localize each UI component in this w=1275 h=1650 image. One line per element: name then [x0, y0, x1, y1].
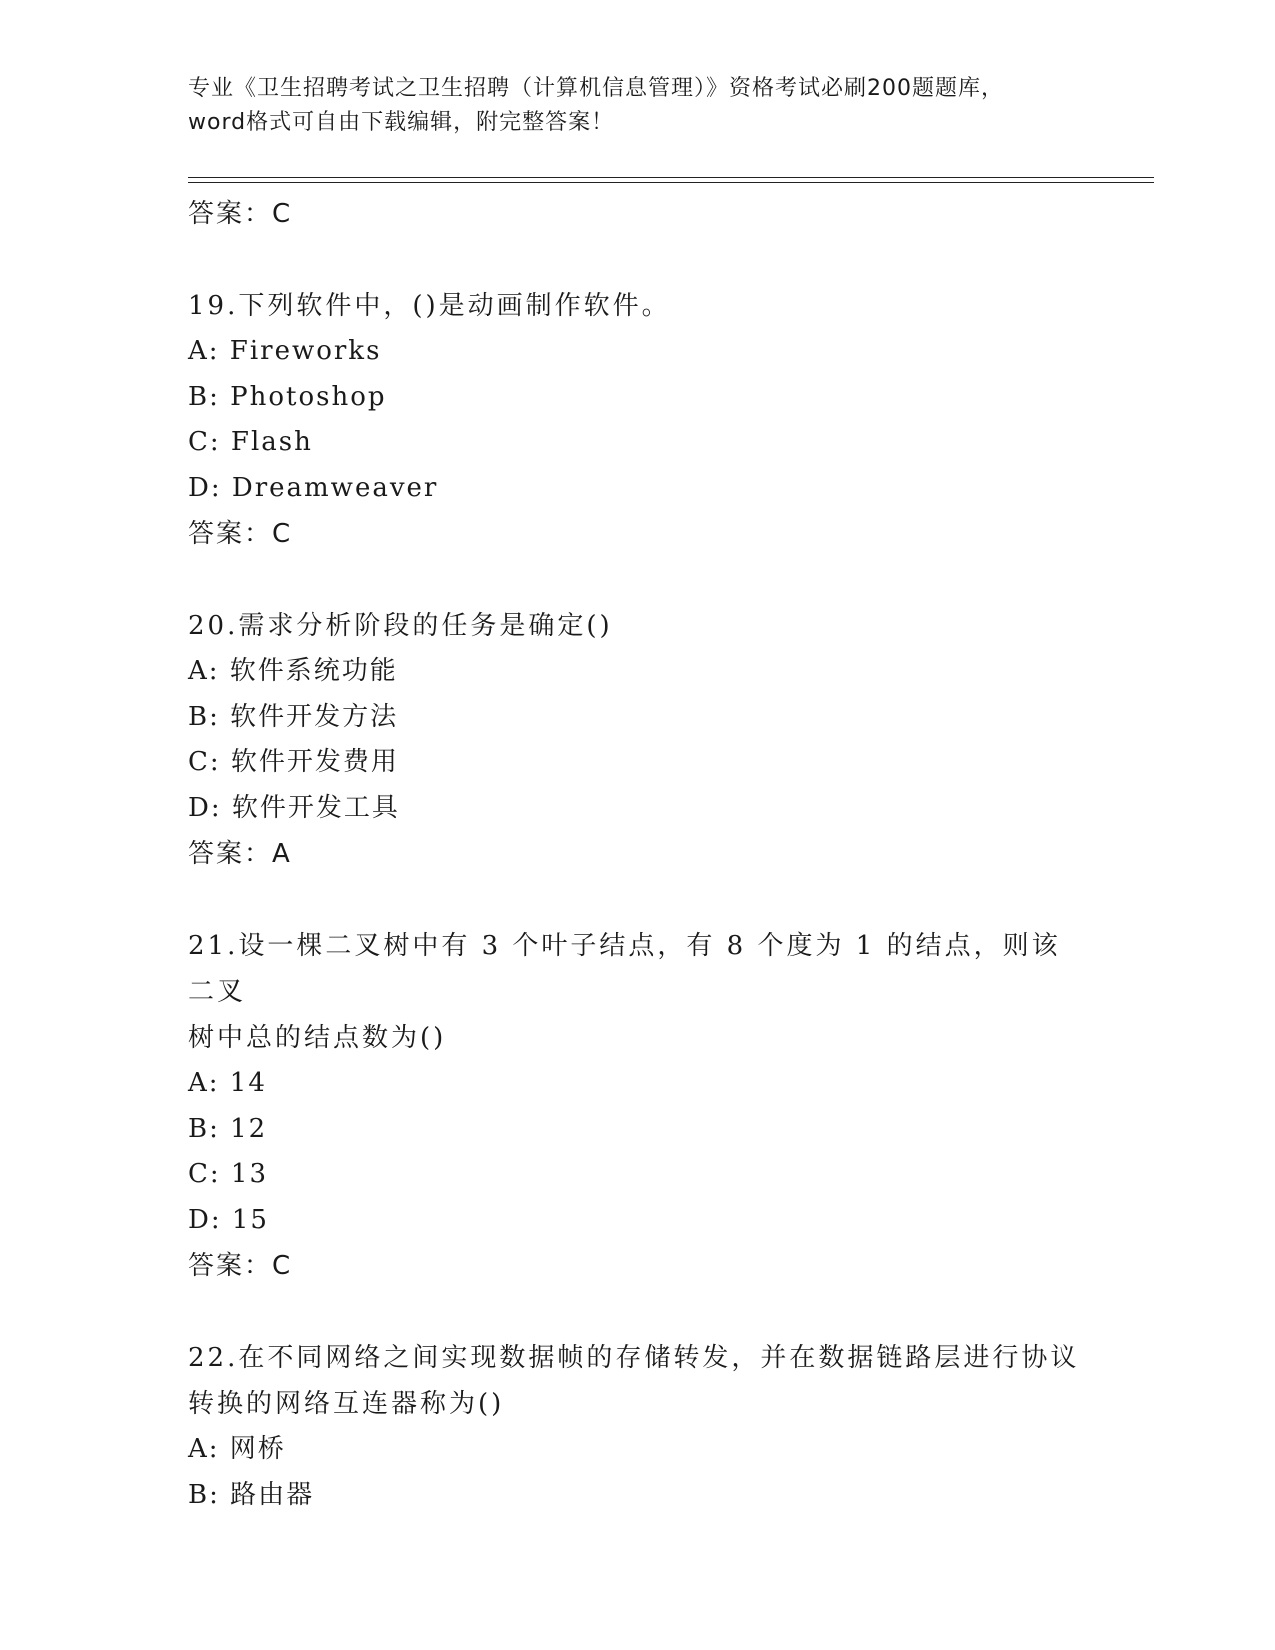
question-text: 20.需求分析阶段的任务是确定(): [188, 611, 613, 641]
option-a: A: Fireworks: [188, 336, 382, 366]
option-c: C: 软件开发费用: [188, 747, 399, 777]
option-d: D: Dreamweaver: [188, 472, 439, 503]
answer-line: 答案：C: [188, 519, 293, 549]
option-d: D: 软件开发工具: [188, 792, 400, 823]
option-b: B: Photoshop: [188, 381, 387, 412]
answer-line: 答案：C: [188, 199, 293, 229]
question-text: 19.下列软件中，()是动画制作软件。: [188, 291, 671, 321]
option-a: A: 14: [188, 1068, 267, 1098]
spacer: [188, 231, 1088, 283]
header-divider-bottom: [188, 182, 1154, 183]
question-21: [188, 923, 1088, 1283]
option-b: B: 路由器: [188, 1479, 315, 1510]
option-a: A: 网桥: [188, 1434, 286, 1464]
question-19: [188, 283, 1088, 551]
question-22: [188, 1335, 1088, 1518]
question-text-line-2: 转换的网络互连器称为(): [188, 1389, 505, 1419]
question-content: [188, 191, 1088, 1518]
answer-line: 答案：C: [188, 1251, 293, 1281]
spacer: [188, 1283, 1088, 1335]
option-a: A: 软件系统功能: [188, 656, 398, 686]
header-divider-top: [188, 177, 1154, 178]
document-header: [188, 72, 1088, 140]
answer-line: 答案：A: [188, 839, 292, 869]
spacer: [188, 551, 1088, 603]
header-line-2: word格式可自由下载编辑，附完整答案！: [188, 110, 615, 135]
option-d: D: 15: [188, 1204, 269, 1235]
option-b: B: 12: [188, 1113, 268, 1144]
option-c: C: Flash: [188, 427, 313, 457]
question-20: [188, 603, 1088, 871]
question-text-line-2: 树中总的结点数为(): [188, 1023, 447, 1053]
spacer: [188, 871, 1088, 923]
option-c: C: 13: [188, 1159, 269, 1189]
question-text-line-1: 22.在不同网络之间实现数据帧的存储转发，并在数据链路层进行协议: [188, 1343, 1080, 1373]
question-text-line-1: 21.设一棵二叉树中有 3 个叶子结点，有 8 个度为 1 的结点，则该二叉: [188, 931, 1061, 1007]
option-b: B: 软件开发方法: [188, 701, 399, 732]
header-line-1: 专业《卫生招聘考试之卫生招聘（计算机信息管理）》资格考试必刷200题题库，: [188, 76, 1004, 101]
